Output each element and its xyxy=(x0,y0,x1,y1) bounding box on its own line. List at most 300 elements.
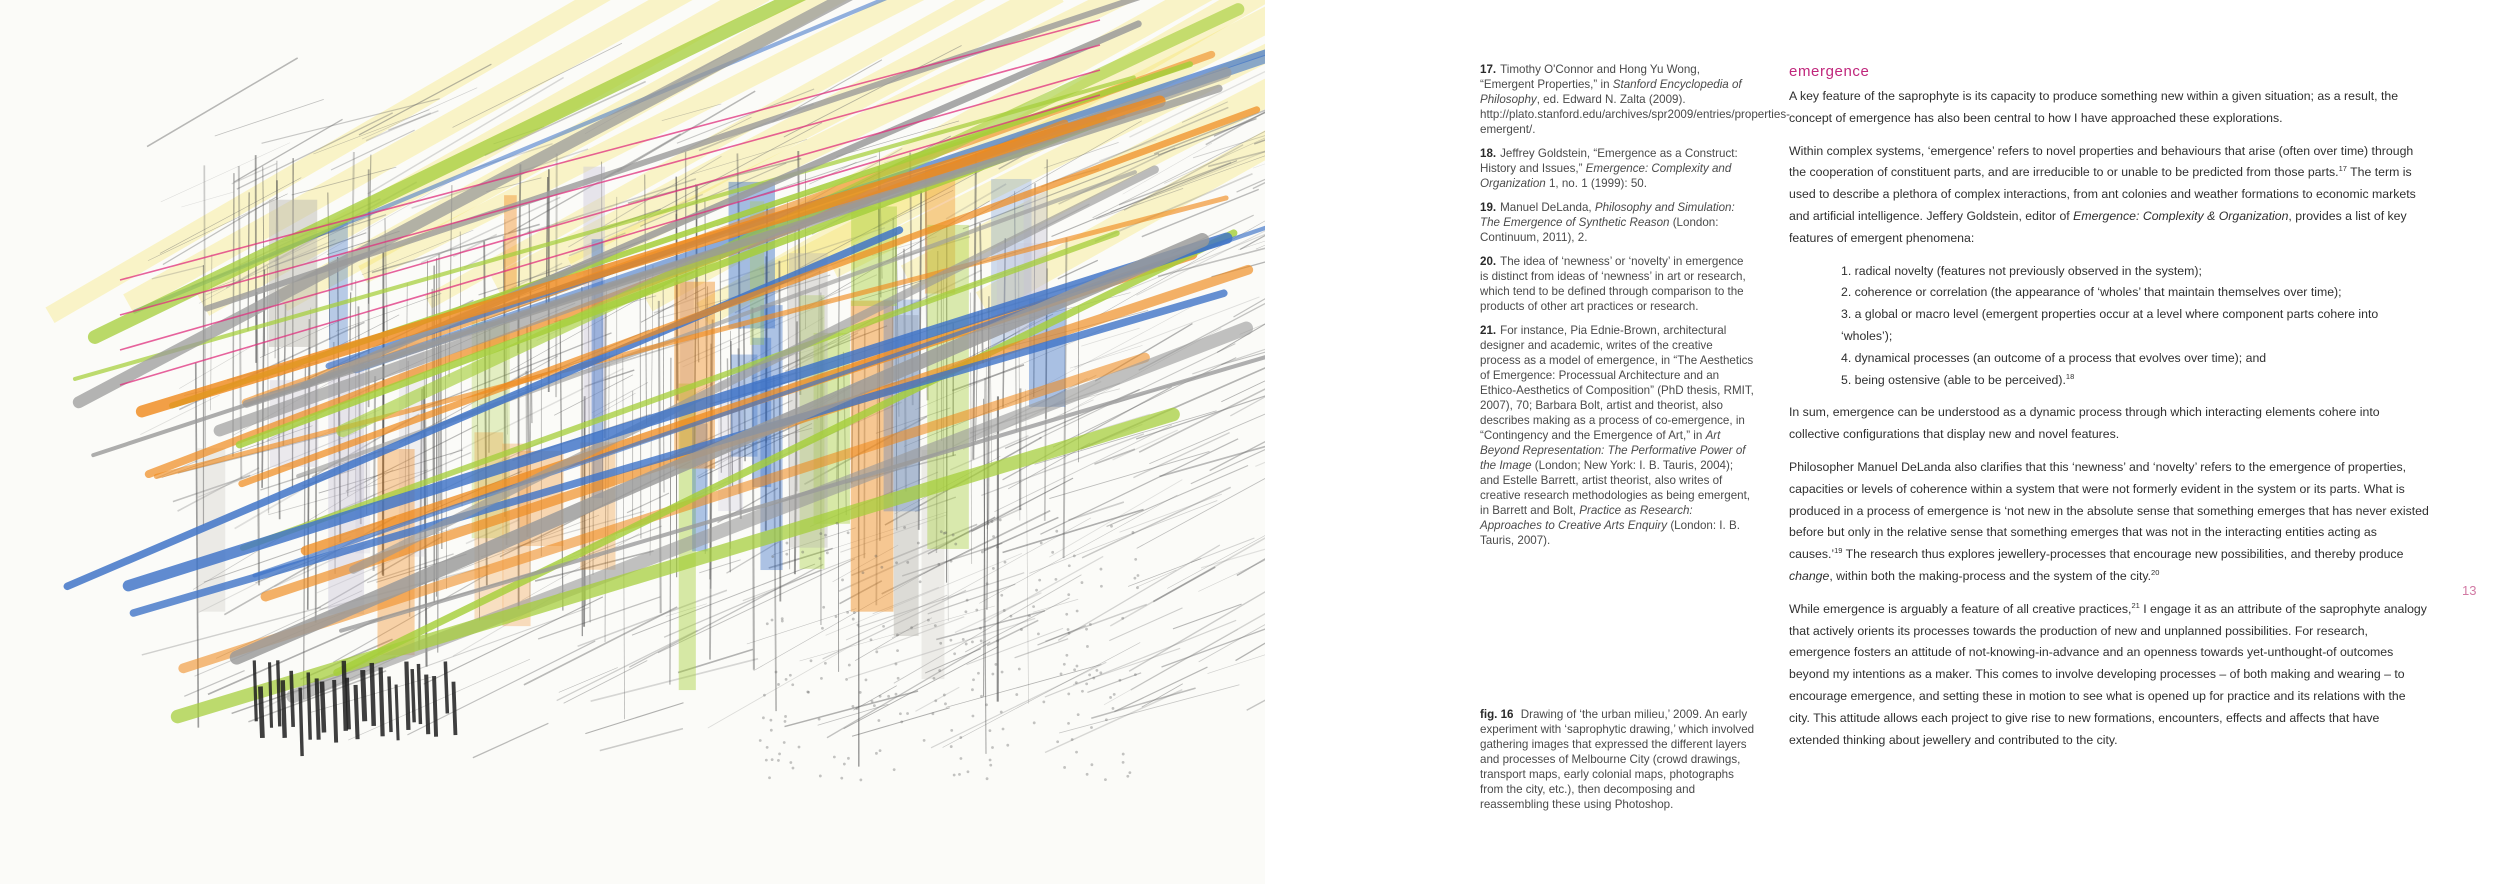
sketch-stroke xyxy=(1153,567,1215,602)
dot-texture xyxy=(789,761,792,764)
crowd-mark xyxy=(372,663,374,726)
dot-texture xyxy=(1076,610,1079,613)
paragraph-text: The research thus explores jewellery-processes that encourage new possibilities, and thereby produce xyxy=(1842,547,2404,562)
dot-texture xyxy=(1085,682,1088,685)
paragraph-text: , provides a list of key features of emergent phenomena: xyxy=(1789,208,2407,245)
crowd-mark xyxy=(356,685,358,739)
crowd-mark xyxy=(283,680,285,738)
crowd-mark xyxy=(308,672,310,739)
dot-texture xyxy=(1067,628,1070,631)
crowd-mark xyxy=(260,687,262,738)
sketch-stroke xyxy=(1015,639,1069,658)
crowd-mark xyxy=(426,675,428,735)
dot-texture xyxy=(819,557,822,560)
footnote-ref: 17 xyxy=(2338,164,2347,174)
dot-texture xyxy=(807,691,810,694)
dot-texture xyxy=(819,532,822,535)
dot-texture xyxy=(986,582,989,585)
dot-texture xyxy=(899,712,902,715)
sketch-stroke xyxy=(827,642,990,738)
dot-texture xyxy=(1121,617,1124,620)
dot-texture xyxy=(1000,711,1003,714)
dot-texture xyxy=(871,700,874,703)
dot-texture xyxy=(1020,628,1023,631)
dot-texture xyxy=(853,611,856,614)
sketch-stroke xyxy=(524,607,677,685)
body-paragraph xyxy=(1789,457,2429,588)
dot-texture xyxy=(989,759,992,762)
dot-texture xyxy=(964,610,967,613)
dot-texture xyxy=(1006,744,1009,747)
sketch-stroke xyxy=(215,99,324,136)
dot-texture xyxy=(996,546,999,549)
sketch-stroke xyxy=(1033,599,1078,612)
sketch-stroke xyxy=(986,486,1059,523)
dot-texture xyxy=(1004,561,1007,564)
dot-texture xyxy=(870,638,873,641)
sketch-stroke xyxy=(1128,559,1201,587)
dot-texture xyxy=(1092,677,1095,680)
dot-texture xyxy=(820,677,823,680)
footnote-text: Timothy O'Connor and Hong Yu Wong, “Emergent Properties,” in xyxy=(1480,63,1700,91)
dot-texture xyxy=(972,678,975,681)
paragraph-text: , within both the making-process and the system of the city. xyxy=(1829,568,2152,583)
dot-texture xyxy=(1089,623,1092,626)
italic-text: change xyxy=(1789,568,1830,583)
dot-texture xyxy=(1122,761,1125,764)
dot-texture xyxy=(996,640,999,643)
paragraph-text: While emergence is arguably a feature of all creative practices, xyxy=(1789,601,2132,616)
dot-texture xyxy=(989,764,992,767)
dot-texture xyxy=(967,770,970,773)
dot-texture xyxy=(770,729,773,732)
sketch-stroke xyxy=(1161,609,1265,667)
crowd-mark xyxy=(396,685,398,741)
dot-texture xyxy=(1073,554,1076,557)
dot-texture xyxy=(923,739,926,742)
list-item-text: 5. being ostensive (able to be perceived). xyxy=(1841,372,2066,387)
paragraph-text: Within complex systems, ‘emergence’ refers to novel properties and behaviours that arise (often over time) through the cooperation of constituent parts, and are irreducible to or unable to be predicted from those parts. xyxy=(1789,143,2414,180)
dot-texture xyxy=(1133,577,1136,580)
dot-texture xyxy=(1128,771,1131,774)
dot-texture xyxy=(980,639,983,642)
dot-texture xyxy=(819,775,822,778)
dot-texture xyxy=(880,566,883,569)
dot-texture xyxy=(943,532,946,535)
dot-texture xyxy=(875,555,878,558)
paragraphs-before-list xyxy=(1789,86,2429,250)
dot-texture xyxy=(777,683,780,686)
dot-texture xyxy=(944,702,947,705)
crowd-mark xyxy=(347,678,349,730)
sketch-stroke xyxy=(1059,685,1239,733)
sketch-stroke xyxy=(915,687,959,711)
dot-texture xyxy=(895,663,898,666)
crowd-mark xyxy=(445,662,447,714)
dot-texture xyxy=(966,599,969,602)
crowd-mark xyxy=(406,662,408,730)
dot-texture xyxy=(991,673,994,676)
list-item-text: 1. radical novelty (features not previously observed in the system); xyxy=(1841,263,2202,278)
footnote xyxy=(1480,146,1755,191)
dot-texture xyxy=(1002,728,1005,731)
figure-caption xyxy=(1480,707,1755,812)
dot-texture xyxy=(977,672,980,675)
dot-texture xyxy=(895,693,898,696)
dot-texture xyxy=(784,715,787,718)
dot-texture xyxy=(1122,753,1125,756)
dot-texture xyxy=(903,526,906,529)
footnote xyxy=(1480,62,1790,137)
dot-texture xyxy=(777,759,780,762)
crowd-mark xyxy=(317,678,319,739)
dot-texture xyxy=(875,752,878,755)
sketch-stroke xyxy=(943,642,1141,747)
crowd-mark xyxy=(418,664,420,724)
dot-texture xyxy=(785,553,788,556)
sketch-stroke xyxy=(1136,570,1176,587)
footnote-number: 18. xyxy=(1480,147,1497,160)
dot-texture xyxy=(1067,593,1070,596)
dot-texture xyxy=(875,650,878,653)
footnote-ref: 19 xyxy=(1834,546,1843,556)
dot-texture xyxy=(906,561,909,564)
dot-texture xyxy=(932,712,935,715)
italic-text: Stanford Encyclopedia of Philosophy xyxy=(1480,78,1742,106)
dot-texture xyxy=(882,625,885,628)
footnote-text: Manuel DeLanda, xyxy=(1500,201,1595,214)
dot-texture xyxy=(991,520,994,523)
dot-texture xyxy=(896,649,899,652)
italic-text: Emergence: Complexity & Organization xyxy=(2073,208,2289,223)
dot-texture xyxy=(784,720,787,723)
dot-texture xyxy=(841,579,844,582)
dot-texture xyxy=(852,705,855,708)
dot-texture xyxy=(792,767,795,770)
dot-texture xyxy=(962,638,965,641)
sketch-stroke xyxy=(1058,545,1220,640)
footnote xyxy=(1480,254,1755,314)
dot-texture xyxy=(791,683,794,686)
dot-texture xyxy=(798,746,801,749)
footnote-ref: 21 xyxy=(2131,600,2140,610)
dot-texture xyxy=(1060,673,1063,676)
main-text-column xyxy=(1789,62,2429,762)
dot-texture xyxy=(1136,586,1139,589)
dot-texture xyxy=(1001,671,1004,674)
page-number: 13 xyxy=(2462,583,2477,598)
dot-texture xyxy=(895,561,898,564)
sketch-stroke xyxy=(1207,651,1265,673)
body-paragraph xyxy=(1789,599,2429,752)
dot-texture xyxy=(1086,773,1089,776)
dot-texture xyxy=(873,704,876,707)
dot-texture xyxy=(1033,721,1036,724)
dot-texture xyxy=(1113,693,1116,696)
dot-texture xyxy=(1086,645,1089,648)
dot-texture xyxy=(1042,700,1045,703)
footnote-number: 20. xyxy=(1480,255,1497,268)
sketch-stroke xyxy=(473,723,549,757)
dot-texture xyxy=(934,699,937,702)
dot-texture xyxy=(1063,766,1066,769)
sketch-stroke xyxy=(1167,510,1265,589)
crowd-mark xyxy=(453,682,455,735)
sketch-stroke xyxy=(591,659,758,702)
sketch-stroke xyxy=(600,729,683,751)
sketch-stroke xyxy=(785,691,919,727)
crowd-mark xyxy=(412,669,414,722)
dot-texture xyxy=(1105,718,1108,721)
dot-texture xyxy=(771,555,774,558)
dot-texture xyxy=(1104,778,1107,781)
dot-texture xyxy=(959,736,962,739)
dot-texture xyxy=(980,695,983,698)
crowd-mark xyxy=(363,670,365,721)
dot-texture xyxy=(933,677,936,680)
dot-texture xyxy=(991,746,994,749)
dot-texture xyxy=(927,619,930,622)
list-item xyxy=(1841,261,2429,283)
paragraph-text: In sum, emergence can be understood as a dynamic process through which interacting elements cohere into collective configurations that display new and novel features. xyxy=(1789,405,2380,442)
body-paragraph xyxy=(1789,86,2429,130)
dot-texture xyxy=(826,551,829,554)
dot-texture xyxy=(939,642,942,645)
dot-texture xyxy=(952,534,955,537)
dot-texture xyxy=(766,622,769,625)
dot-texture xyxy=(1134,673,1137,676)
dot-texture xyxy=(919,580,922,583)
footnote-text: 1, no. 1 (1999): 50. xyxy=(1545,177,1647,190)
dot-texture xyxy=(1037,632,1040,635)
dot-texture xyxy=(821,627,824,630)
body-paragraph xyxy=(1789,402,2429,446)
emergence-features-list xyxy=(1789,261,2429,392)
dot-texture xyxy=(852,618,855,621)
dot-texture xyxy=(1065,654,1068,657)
sketch-stroke xyxy=(931,662,1106,748)
dot-texture xyxy=(1063,663,1066,666)
dot-texture xyxy=(910,626,913,629)
dot-texture xyxy=(953,774,956,777)
dot-texture xyxy=(1032,605,1035,608)
list-item-text: 4. dynamical processes (an outcome of a process that evolves over time); and xyxy=(1841,350,2267,365)
footnote-text: , ed. Edward N. Zalta (2009). http://plato.stanford.edu/archives/spr2009/entries/properties-emergent/. xyxy=(1480,93,1790,136)
crowd-mark xyxy=(254,660,256,721)
list-item xyxy=(1841,304,2429,348)
footnotes-column xyxy=(1480,62,1790,557)
dot-texture xyxy=(950,560,953,563)
dot-texture xyxy=(1073,668,1076,671)
sketch-stroke xyxy=(984,556,1103,622)
footnote-text: (London; New York: I. B. Tauris, 2004); and Estelle Barrett, artist theorist, also writes of creative research methodologies as being emergent, in Barrett and Bolt, xyxy=(1480,459,1751,517)
dot-texture xyxy=(1035,589,1038,592)
dot-texture xyxy=(879,695,882,698)
footnote-ref: 18 xyxy=(2065,371,2075,381)
dot-texture xyxy=(840,777,843,780)
dot-texture xyxy=(836,522,839,525)
dot-texture xyxy=(824,662,827,665)
dot-texture xyxy=(1051,551,1054,554)
dot-texture xyxy=(953,652,956,655)
dot-texture xyxy=(981,551,984,554)
dot-texture xyxy=(846,611,849,614)
crowd-mark xyxy=(434,676,436,737)
italic-text: Art Beyond Representation: The Performative Power of the Image xyxy=(1480,429,1746,472)
dot-texture xyxy=(824,534,827,537)
dot-texture xyxy=(999,519,1002,522)
dot-texture xyxy=(906,712,909,715)
paragraphs-after-list xyxy=(1789,402,2429,751)
dot-texture xyxy=(1109,696,1112,699)
footnote xyxy=(1480,200,1755,245)
dot-texture xyxy=(1126,775,1129,778)
dot-texture xyxy=(1095,669,1098,672)
dot-texture xyxy=(810,659,813,662)
dot-texture xyxy=(986,777,989,780)
dot-texture xyxy=(1015,693,1018,696)
building-stroke xyxy=(445,335,446,589)
crowd-mark xyxy=(322,682,324,733)
footnote-ref: 20 xyxy=(2151,567,2160,577)
dot-texture xyxy=(897,677,900,680)
paragraph-text: A key feature of the saprophyte is its capacity to produce something new within a given situation; as a result, the concept of emergence has also been central to how I have approached these explorations. xyxy=(1789,89,2399,125)
dot-texture xyxy=(879,749,882,752)
dot-texture xyxy=(1055,578,1058,581)
footnote-text: (London: I. B. Tauris, 2007). xyxy=(1480,519,1740,547)
dot-texture xyxy=(1119,679,1122,682)
paragraph-text: I engage it as an attribute of the saprophyte analogy that actively orients its processes towards the production of new and unplanned possibilities. For research, emergence fosters an attitude of not-knowing-in-advance and an openness towards yet-unthought-of outcomes beyond my intentions as a maker. This comes to involve developing processes – of both making and wearing – to encourage emergence, and setting these in motion to see what is opened up for practice and its relations with the city. This attitude allows each project to give rise to new formations, encounters, effects and affects that have extended thinking about jewellery and contributed to the city. xyxy=(1789,601,2427,747)
dot-texture xyxy=(862,571,865,574)
dot-texture xyxy=(859,691,862,694)
dot-texture xyxy=(992,535,995,538)
dot-texture xyxy=(843,763,846,766)
dot-texture xyxy=(971,688,974,691)
dot-texture xyxy=(768,776,771,779)
dot-texture xyxy=(1088,673,1091,676)
dot-texture xyxy=(985,703,988,706)
dot-texture xyxy=(762,716,765,719)
dot-texture xyxy=(1099,671,1102,674)
dot-texture xyxy=(818,718,821,721)
dot-texture xyxy=(972,715,975,718)
paragraph-text: The term is used to describe a plethora of complex interactions, from ant colonies and weather formations to economic markets and artificial intelligence. Jeffery Goldstein, editor of xyxy=(1789,165,2416,223)
dot-texture xyxy=(785,678,788,681)
crowd-mark xyxy=(278,660,280,726)
sketch-stroke xyxy=(557,630,698,700)
dot-texture xyxy=(783,741,786,744)
italic-text: Practice as Research: Approaches to Creative Arts Enquiry xyxy=(1480,504,1693,532)
dot-texture xyxy=(766,746,769,749)
dot-texture xyxy=(763,694,766,697)
sketch-stroke xyxy=(368,77,564,193)
dot-texture xyxy=(769,719,772,722)
dot-texture xyxy=(934,624,937,627)
dot-texture xyxy=(1137,574,1140,577)
crowd-mark xyxy=(334,680,336,743)
dot-texture xyxy=(900,720,903,723)
dot-texture xyxy=(958,773,961,776)
dot-texture xyxy=(1003,609,1006,612)
dot-texture xyxy=(847,757,850,760)
sketch-stroke xyxy=(1109,608,1182,641)
dot-texture xyxy=(994,663,997,666)
dot-texture xyxy=(979,627,982,630)
dot-texture xyxy=(887,695,890,698)
dot-texture xyxy=(971,640,974,643)
dot-texture xyxy=(893,768,896,771)
dot-texture xyxy=(938,669,941,672)
dot-texture xyxy=(1100,585,1103,588)
figure-label: fig. 16 xyxy=(1480,708,1514,721)
footnote-number: 21. xyxy=(1480,324,1497,337)
sketch-stroke xyxy=(967,628,1064,664)
footnote-text: Jeffrey Goldstein, “Emergence as a Construct: History and Issues,” xyxy=(1480,147,1738,175)
dot-texture xyxy=(1076,665,1079,668)
dot-texture xyxy=(833,756,836,759)
dot-texture xyxy=(1085,628,1088,631)
dot-texture xyxy=(822,606,825,609)
footnote-text: (London: Continuum, 2011), 2. xyxy=(1480,216,1719,244)
dot-texture xyxy=(940,530,943,533)
body-paragraph xyxy=(1789,141,2429,250)
footnote-number: 19. xyxy=(1480,201,1497,214)
dot-texture xyxy=(960,757,963,760)
sketch-stroke xyxy=(1198,531,1265,591)
sketch-stroke xyxy=(946,664,1102,707)
list-item-text: 2. coherence or correlation (the appearance of ‘wholes’ that maintain themselves over time); xyxy=(1841,285,2342,300)
dot-texture xyxy=(943,694,946,697)
dot-texture xyxy=(1134,558,1137,561)
list-item-text: 3. a global or macro level (emergent properties occur at a level where component parts cohere into ‘wholes’); xyxy=(1841,307,2379,343)
section-heading: emergence xyxy=(1789,63,1870,80)
dot-texture xyxy=(1081,581,1084,584)
dot-texture xyxy=(765,759,768,762)
sketch-stroke xyxy=(1040,439,1238,534)
dot-texture xyxy=(937,563,940,566)
dot-texture xyxy=(857,624,860,627)
dot-texture xyxy=(992,567,995,570)
dot-texture xyxy=(1010,615,1013,618)
dot-texture xyxy=(896,634,899,637)
dot-texture xyxy=(1065,613,1068,616)
dot-texture xyxy=(950,745,953,748)
figure-caption-text: Drawing of ‘the urban milieu,’ 2009. An early experiment with ‘saprophytic drawing,’ which involved gathering images that expressed the different layers and processes of Melbourne City (crowd drawings, transport maps, early colonial maps, photographs from the city, etc.), then decomposing and reassembling these using Photoshop. xyxy=(1480,708,1755,811)
list-item xyxy=(1841,282,2429,304)
sketch-stroke xyxy=(585,703,683,734)
sketch-stroke xyxy=(1107,466,1248,527)
dot-texture xyxy=(835,615,838,618)
dot-texture xyxy=(1112,707,1115,710)
dot-texture xyxy=(1081,690,1084,693)
sketch-stroke xyxy=(1247,647,1265,710)
crowd-mark xyxy=(291,671,293,727)
italic-text: Philosophy and Simulation: The Emergence of Synthetic Reason xyxy=(1480,201,1735,229)
sketch-stroke xyxy=(1087,673,1141,693)
dot-texture xyxy=(1075,681,1078,684)
dot-texture xyxy=(1040,542,1043,545)
dot-texture xyxy=(877,719,880,722)
dot-texture xyxy=(989,729,992,732)
dot-texture xyxy=(801,551,804,554)
dot-texture xyxy=(1100,568,1103,571)
dot-texture xyxy=(917,542,920,545)
dot-texture xyxy=(1000,594,1003,597)
footnote-number: 17. xyxy=(1480,63,1497,76)
dot-texture xyxy=(775,671,778,674)
dot-texture xyxy=(845,678,848,681)
dot-texture xyxy=(1038,579,1041,582)
